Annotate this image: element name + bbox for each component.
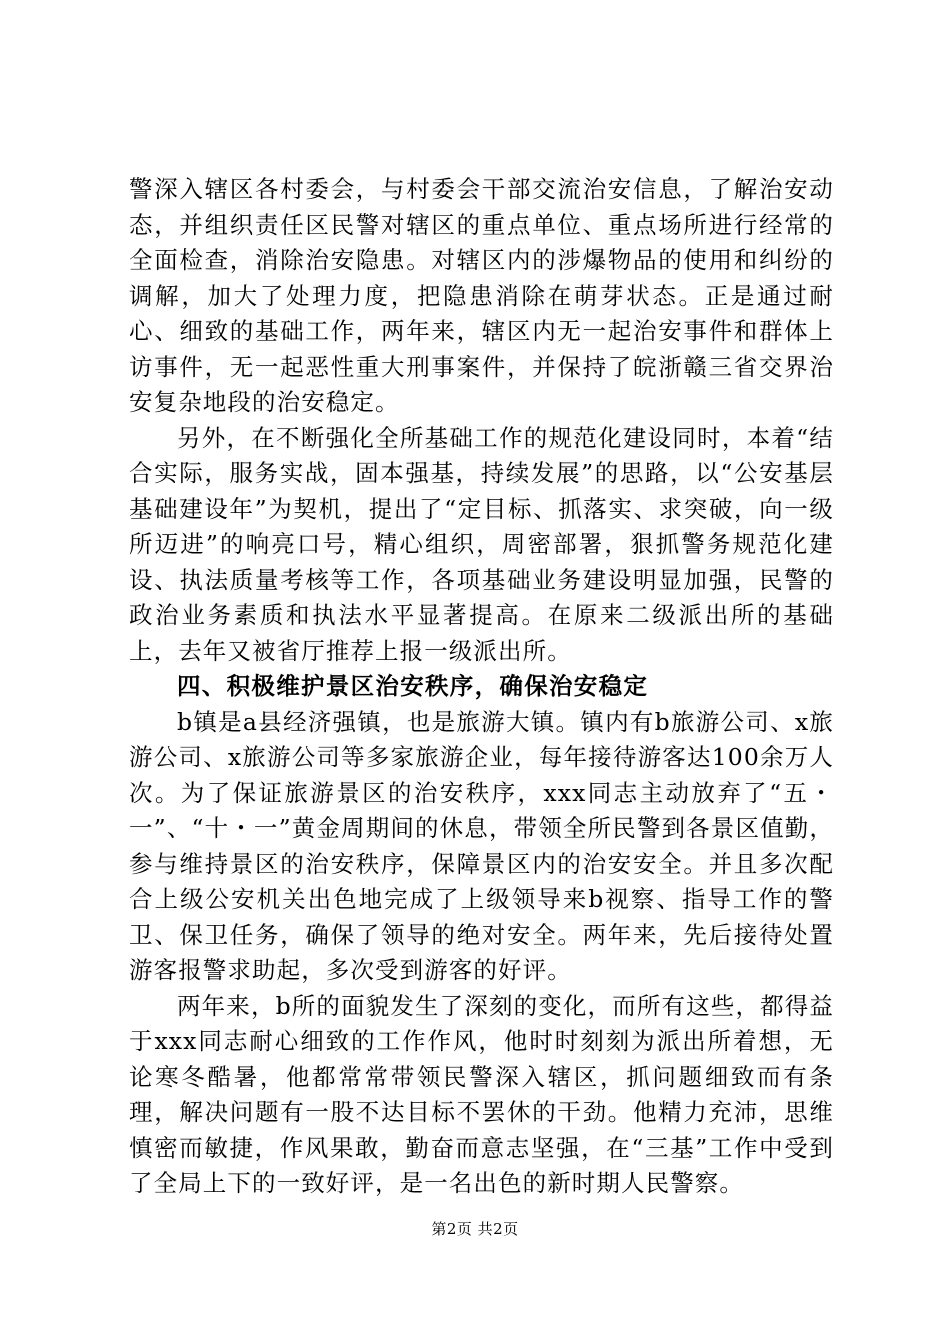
section-heading: 四、积极维护景区治安秩序，确保治安稳定 — [177, 672, 649, 700]
paragraph-4: 两年来，b所的面貌发生了深刻的变化，而所有这些，都得益于xxx同志耐心细致的工作作风，他时时刻刻为派出所着想，无论寒冬酷暑，他都常常带领民警深入辖区，抓问题细致而有条理，解决问题有一股不达目标不罢休的干劲。他精力充沛，思维慎密而敏捷，作风果敢，勤奋而意志坚强，在“三基”工作中受到了全局上下的一致好评，是一名出色的新时期人民警察。 — [129, 991, 834, 1197]
page-footer: 第2页 共2页 — [431, 1220, 519, 1238]
paragraph-3: b镇是a县经济强镇，也是旅游大镇。镇内有b旅游公司、x旅游公司、x旅游公司等多家旅游企业，每年接待游客达100余万人次。为了保证旅游景区的治安秩序，xxx同志主动放弃了“五・一”、“十・一”黄金周期间的休息，带领全所民警到各景区值勤，参与维持景区的治安秩序，保障景区内的治安安全。并且多次配合上级公安机关出色地完成了上级领导来b视察、指导工作的警卫、保卫任务，确保了领导的绝对安全。两年来，先后接待处置游客报警求助起，多次受到游客的好评。 — [129, 707, 834, 984]
paragraph-2: 另外，在不断强化全所基础工作的规范化建设同时，本着“结合实际，服务实战，固本强基，持续发展”的思路，以“公安基层基础建设年”为契机，提出了“定目标、抓落实、求突破，向一级所迈进”的响亮口号，精心组织，周密部署，狠抓警务规范化建设、执法质量考核等工作，各项基础业务建设明显加强，民警的政治业务素质和执法水平显著提高。在原来二级派出所的基础上，去年又被省厅推荐上报一级派出所。 — [129, 423, 834, 665]
paragraph-1: 警深入辖区各村委会，与村委会干部交流治安信息，了解治安动态，并组织责任区民警对辖区的重点单位、重点场所进行经常的全面检查，消除治安隐患。对辖区内的涉爆物品的使用和纠纷的调解，加大了处理力度，把隐患消除在萌芽状态。正是通过耐心、细致的基础工作，两年来，辖区内无一起治安事件和群体上访事件，无一起恶性重大刑事案件，并保持了皖浙赣三省交界治安复杂地段的治安稳定。 — [129, 175, 834, 416]
document-body — [129, 172, 834, 1202]
